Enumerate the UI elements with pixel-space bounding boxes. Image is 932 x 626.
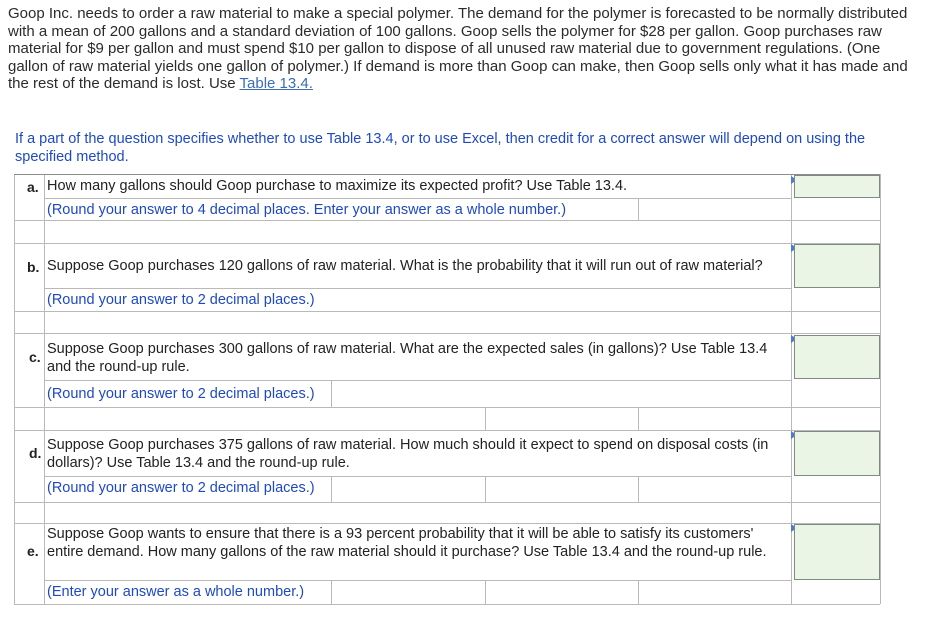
part-a-question: How many gallons should Goop purchase to maximize its expected profit? Use Table 13.4. — [47, 178, 628, 194]
problem-statement — [8, 5, 908, 93]
part-c-hint: (Round your answer to 2 decimal places.) — [47, 386, 315, 402]
table-13-4-link[interactable]: Table 13.4. — [239, 75, 313, 93]
part-e-letter: e. — [27, 543, 39, 559]
part-b-hint: (Round your answer to 2 decimal places.) — [47, 292, 315, 308]
part-d-answer-input[interactable] — [794, 431, 880, 476]
problem-text: Goop Inc. needs to order a raw material to make a special polymer. The demand for the polymer is forecasted to be normally distributed with a mean of 200 gallons and a standard deviation of 100 gallons. Goop sells the polymer for $28 per gallon. Goop purchases raw material for $9 per gallon and must spend $10 per gallon to dispose of all unused raw material due to government regulations. (One gallon of raw material yields one gallon of polymer.) If demand is more than Goop can make, then Goop sells only what it has made and the rest of the demand is lost. Use — [8, 5, 908, 93]
part-e-hint: (Enter your answer as a whole number.) — [47, 584, 305, 600]
method-note: If a part of the question specifies whether to use Table 13.4, or to use Excel, then credit for a correct answer will depend on using the specified method. — [15, 131, 866, 165]
part-b-question: Suppose Goop purchases 120 gallons of raw material. What is the probability that it will run out of raw material? — [47, 258, 763, 274]
part-c-question: Suppose Goop purchases 300 gallons of raw material. What are the expected sales (in gallons)? Use Table 13.4 and the round-up rule. — [47, 341, 768, 375]
part-a-answer-input[interactable] — [794, 175, 880, 198]
part-c-letter: c. — [29, 349, 41, 365]
part-b-answer-input[interactable] — [794, 244, 880, 288]
part-d-letter: d. — [29, 445, 42, 461]
part-c-answer-input[interactable] — [794, 335, 880, 379]
part-d-hint: (Round your answer to 2 decimal places.) — [47, 480, 315, 496]
part-a-hint: (Round your answer to 4 decimal places. Enter your answer as a whole number.) — [47, 202, 567, 218]
part-e-question: Suppose Goop wants to ensure that there is a 93 percent probability that it will be able to satisfy its customers' entire demand. How many gallons of the raw material should it purchase? Use Table 13.4 and the round-up rule. — [47, 526, 767, 560]
part-e-answer-input[interactable] — [794, 524, 880, 580]
part-b-letter: b. — [27, 259, 40, 275]
part-d-question: Suppose Goop purchases 375 gallons of raw material. How much should it expect to spend on disposal costs (in dollars)? Use Table 13.4 and the round-up rule. — [47, 437, 769, 471]
part-a-letter: a. — [27, 179, 39, 195]
